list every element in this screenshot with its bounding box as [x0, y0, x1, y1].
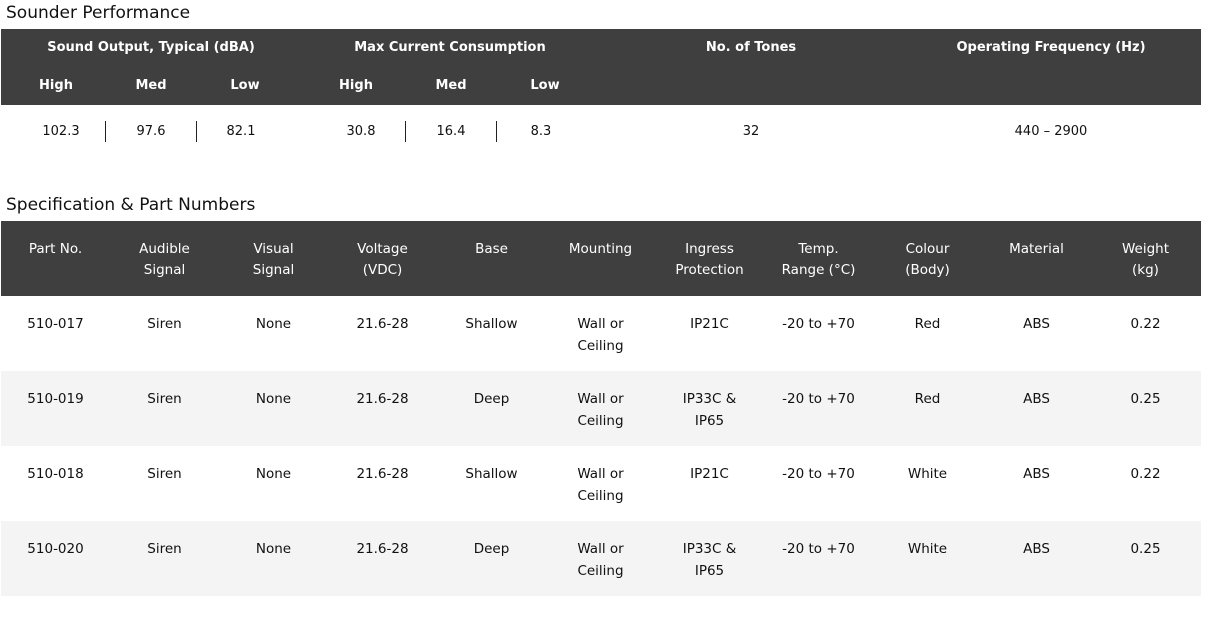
header-text: Colour [905, 241, 950, 257]
cell-temp-range [764, 388, 873, 410]
cell-text: Ceiling [577, 488, 624, 504]
current-low-subheader: Low [530, 78, 560, 93]
cell-text: White [907, 466, 948, 482]
header-text: Voltage [357, 241, 408, 257]
cell-text: 510-020 [27, 541, 84, 557]
cell-visual-signal [219, 538, 328, 560]
cell-text: Siren [147, 466, 182, 482]
cell-text: Deep [473, 541, 510, 557]
cell-text: ABS [1023, 466, 1050, 482]
cell-colour [873, 388, 982, 410]
header-text: (kg) [1132, 262, 1159, 278]
cell-base [437, 313, 546, 335]
cell-ingress-protection [655, 538, 764, 582]
performance-table-header [1, 29, 1201, 105]
frequency-value: 440 – 2900 [1014, 124, 1088, 139]
sounder-performance-table [1, 29, 1201, 165]
cell-mounting [546, 313, 655, 357]
specification-table-header [1, 221, 1201, 296]
cell-text: ABS [1023, 541, 1050, 557]
cell-text: IP33C & [682, 541, 737, 557]
cell-temp-range [764, 463, 873, 485]
cell-text: Siren [147, 316, 182, 332]
specification-table [1, 221, 1201, 596]
cell-ingress-protection [655, 313, 764, 335]
cell-text: Red [914, 391, 941, 407]
cell-text: IP33C & [682, 391, 737, 407]
cell-ingress-protection [655, 388, 764, 432]
cell-text: Wall or [577, 391, 624, 407]
cell-text: IP21C [690, 466, 729, 482]
header-audible-signal [110, 239, 219, 281]
header-weight [1091, 239, 1200, 281]
cell-base [437, 538, 546, 560]
sound-med-subheader: Med [135, 78, 167, 93]
cell-mounting [546, 538, 655, 582]
header-text: Temp. [798, 241, 839, 257]
header-text: (VDC) [362, 262, 403, 278]
cell-text: 510-019 [27, 391, 84, 407]
cell-text: 21.6-28 [356, 466, 409, 482]
cell-text: Wall or [577, 541, 624, 557]
cell-text: -20 to +70 [782, 541, 855, 557]
header-temp-range [764, 239, 873, 281]
header-visual-signal [219, 239, 328, 281]
max-current-header: Max Current Consumption [354, 40, 546, 55]
cell-audible-signal [110, 313, 219, 335]
cell-weight [1091, 538, 1200, 560]
cell-text: Ceiling [577, 338, 624, 354]
column-divider [405, 121, 406, 142]
cell-text: 0.25 [1130, 391, 1161, 407]
cell-part-no [1, 538, 110, 560]
header-text: Base [475, 241, 508, 257]
cell-audible-signal [110, 538, 219, 560]
cell-text: 0.22 [1130, 466, 1161, 482]
sound-high-subheader: High [39, 78, 73, 93]
table-row [1, 521, 1201, 596]
cell-text: IP21C [690, 316, 729, 332]
cell-colour [873, 313, 982, 335]
cell-text: 0.22 [1130, 316, 1161, 332]
cell-text: Shallow [465, 316, 518, 332]
cell-text: White [907, 541, 948, 557]
sound-med-value: 97.6 [136, 124, 166, 139]
header-text: (Body) [905, 262, 950, 278]
cell-base [437, 388, 546, 410]
cell-text: None [255, 316, 292, 332]
cell-mounting [546, 463, 655, 507]
sounder-performance-title: Sounder Performance [6, 3, 191, 23]
cell-text: Wall or [577, 466, 624, 482]
cell-voltage [328, 538, 437, 560]
cell-part-no [1, 388, 110, 410]
cell-visual-signal [219, 388, 328, 410]
cell-text: ABS [1023, 316, 1050, 332]
table-row [1, 446, 1201, 521]
current-low-value: 8.3 [530, 124, 552, 139]
cell-part-no [1, 463, 110, 485]
cell-voltage [328, 313, 437, 335]
cell-text: -20 to +70 [782, 466, 855, 482]
cell-visual-signal [219, 313, 328, 335]
sound-low-value: 82.1 [226, 124, 256, 139]
table-row [1, 371, 1201, 446]
cell-ingress-protection [655, 463, 764, 485]
cell-text: 510-017 [27, 316, 84, 332]
header-text: Part No. [28, 241, 83, 257]
cell-text: 510-018 [27, 466, 84, 482]
cell-text: 0.25 [1130, 541, 1161, 557]
header-ingress-protection [655, 239, 764, 281]
cell-text: Shallow [465, 466, 518, 482]
cell-text: Ceiling [577, 563, 624, 579]
cell-text: Siren [147, 391, 182, 407]
cell-audible-signal [110, 388, 219, 410]
cell-text: -20 to +70 [782, 391, 855, 407]
cell-text: ABS [1023, 391, 1050, 407]
column-divider [496, 121, 497, 142]
header-text: Audible [139, 241, 190, 257]
column-divider [105, 121, 106, 142]
cell-material [982, 538, 1091, 560]
header-text: Range (°C) [781, 262, 856, 278]
header-text: Visual [253, 241, 294, 257]
cell-voltage [328, 463, 437, 485]
cell-weight [1091, 388, 1200, 410]
header-colour [873, 239, 982, 281]
current-med-value: 16.4 [436, 124, 466, 139]
header-text: Mounting [568, 241, 633, 257]
cell-colour [873, 538, 982, 560]
current-high-subheader: High [339, 78, 373, 93]
cell-text: None [255, 391, 292, 407]
cell-text: -20 to +70 [782, 316, 855, 332]
cell-text: 21.6-28 [356, 316, 409, 332]
cell-visual-signal [219, 463, 328, 485]
cell-part-no [1, 313, 110, 335]
header-text: Ingress [685, 241, 734, 257]
header-text: Signal [143, 262, 186, 278]
cell-text: 21.6-28 [356, 541, 409, 557]
header-text: Protection [675, 262, 744, 278]
cell-text: Wall or [577, 316, 624, 332]
operating-frequency-header: Operating Frequency (Hz) [956, 40, 1146, 55]
header-mounting [546, 239, 655, 260]
cell-text: None [255, 466, 292, 482]
current-high-value: 30.8 [346, 124, 376, 139]
header-base [437, 239, 546, 260]
cell-text: Red [914, 316, 941, 332]
specification-title: Specification & Part Numbers [6, 195, 256, 215]
cell-text: Ceiling [577, 413, 624, 429]
cell-weight [1091, 463, 1200, 485]
cell-material [982, 463, 1091, 485]
column-divider [196, 121, 197, 142]
cell-temp-range [764, 313, 873, 335]
cell-mounting [546, 388, 655, 432]
sound-low-subheader: Low [230, 78, 260, 93]
cell-material [982, 388, 1091, 410]
cell-voltage [328, 388, 437, 410]
cell-text: Deep [473, 391, 510, 407]
cell-colour [873, 463, 982, 485]
cell-text: IP65 [694, 413, 725, 429]
sound-high-value: 102.3 [42, 124, 80, 139]
cell-text: 21.6-28 [356, 391, 409, 407]
cell-weight [1091, 313, 1200, 335]
current-med-subheader: Med [435, 78, 467, 93]
cell-audible-signal [110, 463, 219, 485]
sound-output-header: Sound Output, Typical (dBA) [47, 40, 255, 55]
header-text: Weight [1121, 241, 1170, 257]
cell-base [437, 463, 546, 485]
number-of-tones-header: No. of Tones [705, 40, 797, 55]
header-voltage [328, 239, 437, 281]
cell-material [982, 313, 1091, 335]
header-part-no [1, 239, 110, 260]
cell-text: None [255, 541, 292, 557]
tones-value: 32 [742, 124, 760, 139]
cell-text: Siren [147, 541, 182, 557]
cell-text: IP65 [694, 563, 725, 579]
header-material [982, 239, 1091, 260]
table-row [1, 296, 1201, 371]
header-text: Material [1009, 241, 1064, 257]
header-text: Signal [252, 262, 295, 278]
cell-temp-range [764, 538, 873, 560]
